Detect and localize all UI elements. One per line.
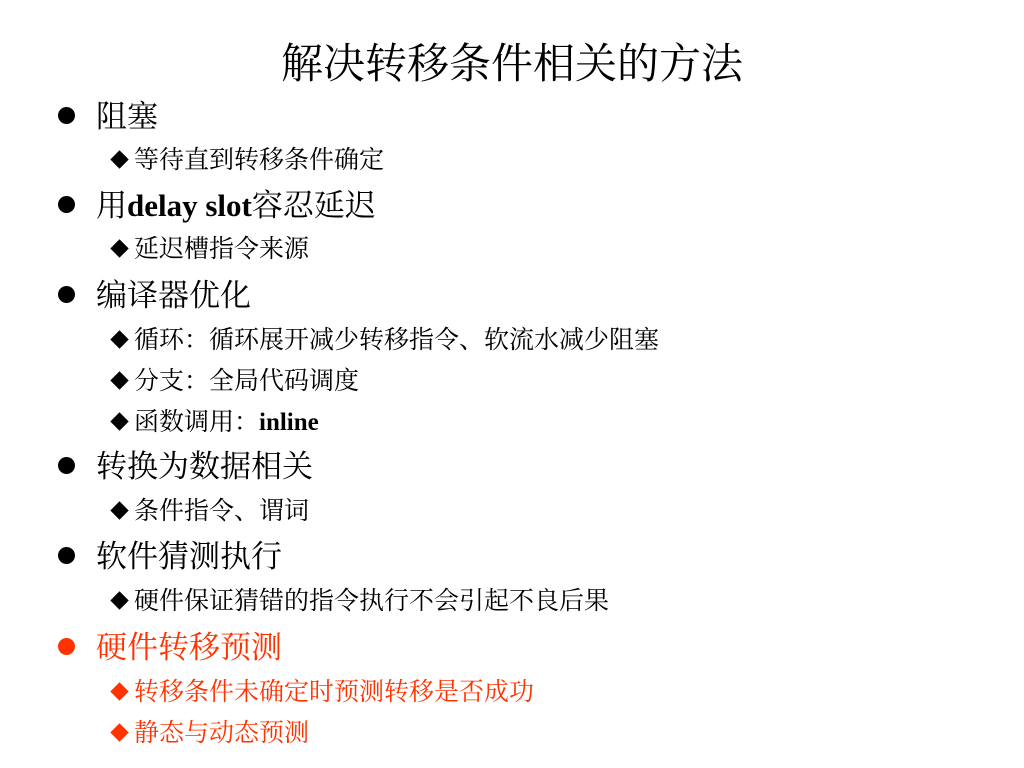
bullet-text: 编译器优化 xyxy=(96,278,251,314)
sub-item-highlighted xyxy=(111,717,309,749)
sub-item xyxy=(111,585,609,617)
diamond-bullet-icon xyxy=(110,412,128,430)
sub-text: 等待直到转移条件确定 xyxy=(134,145,385,174)
diamond-bullet-icon xyxy=(110,150,128,168)
sub-item xyxy=(111,324,659,356)
sub-text: 转移条件未确定时预测转移是否成功 xyxy=(134,677,535,706)
bullet-dot-icon xyxy=(58,286,75,303)
bullet-text-latin: delay slot xyxy=(127,188,252,223)
diamond-bullet-icon xyxy=(110,330,128,348)
sub-text: 静态与动态预测 xyxy=(134,718,310,747)
bullet-item xyxy=(58,97,158,137)
sub-item-highlighted xyxy=(111,676,534,708)
diamond-bullet-icon xyxy=(110,501,128,519)
sub-text: 条件指令、谓词 xyxy=(134,496,310,525)
diamond-bullet-icon xyxy=(110,682,128,700)
bullet-text: 硬件转移预测 xyxy=(96,630,282,666)
bullet-item xyxy=(58,447,313,487)
bullet-item xyxy=(58,276,251,316)
sub-text: 硬件保证猜错的指令执行不会引起不良后果 xyxy=(134,586,610,615)
sub-item xyxy=(111,365,359,397)
bullet-dot-icon xyxy=(58,547,75,564)
sub-item xyxy=(111,233,309,265)
sub-text: 函数调用： xyxy=(134,407,260,436)
bullet-text: 阻塞 xyxy=(96,99,158,135)
bullet-dot-icon xyxy=(58,196,75,213)
diamond-bullet-icon xyxy=(110,591,128,609)
sub-item xyxy=(111,495,309,527)
diamond-bullet-icon xyxy=(110,239,128,257)
bullet-item-highlighted xyxy=(58,628,282,668)
slide-title: 解决转移条件相关的方法 xyxy=(280,39,743,88)
diamond-bullet-icon xyxy=(110,723,128,741)
sub-item xyxy=(111,144,384,176)
bullet-text: 容忍延迟 xyxy=(251,188,376,224)
bullet-text: 用 xyxy=(96,188,127,224)
bullet-dot-icon xyxy=(58,638,75,655)
sub-text: 延迟槽指令来源 xyxy=(134,234,310,263)
bullet-text: 转换为数据相关 xyxy=(96,449,313,485)
bullet-dot-icon xyxy=(58,457,75,474)
bullet-text: 软件猜测执行 xyxy=(96,539,282,575)
sub-item xyxy=(111,406,319,439)
bullet-item xyxy=(58,537,282,577)
bullet-dot-icon xyxy=(58,107,75,124)
sub-text: 分支：全局代码调度 xyxy=(134,366,360,395)
sub-text: 循环：循环展开减少转移指令、软流水减少阻塞 xyxy=(134,325,660,354)
bullet-item xyxy=(58,186,376,226)
sub-text-latin: inline xyxy=(259,409,319,436)
diamond-bullet-icon xyxy=(110,371,128,389)
